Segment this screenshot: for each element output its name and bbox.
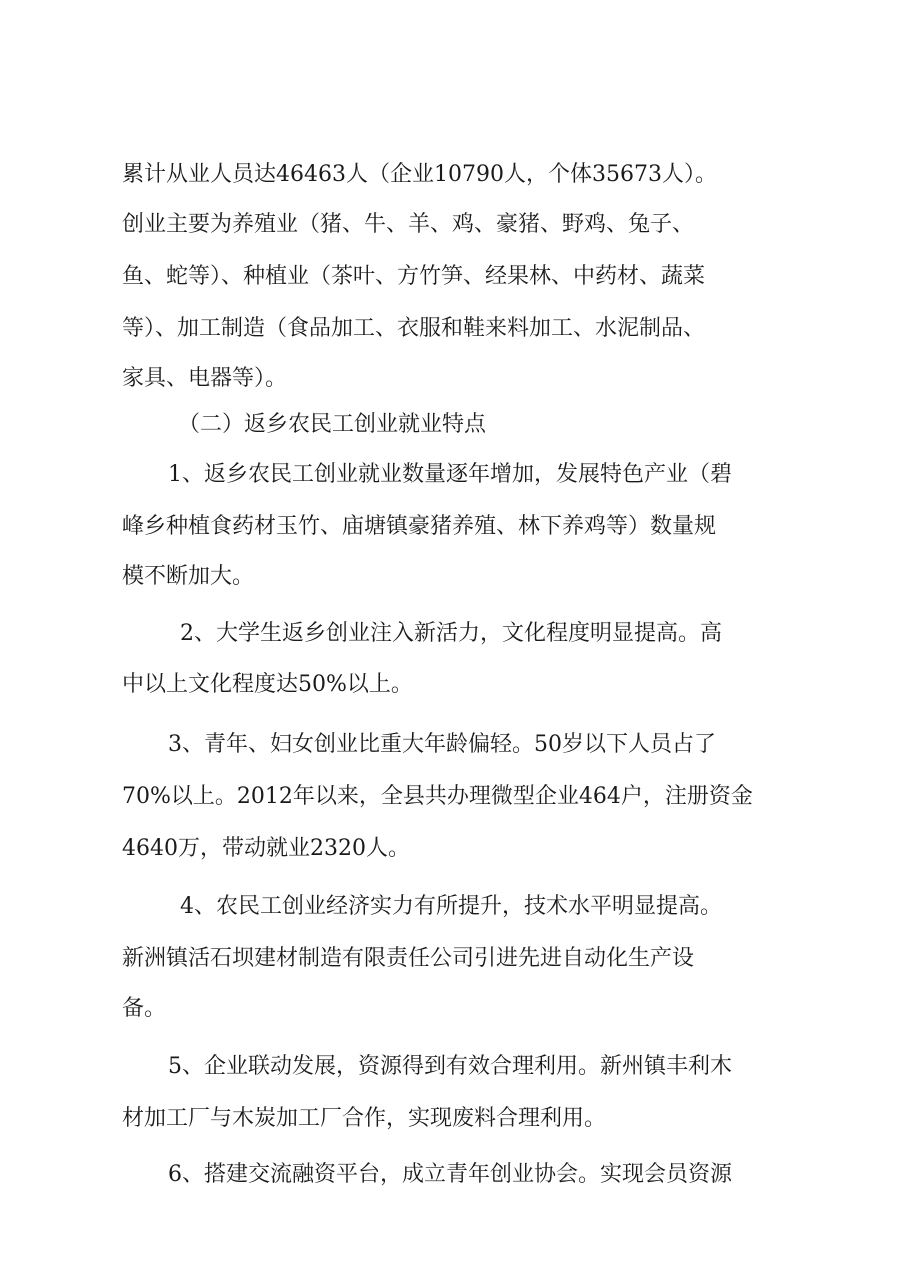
body-line-3: 鱼、蛇等）、种植业（茶叶、方竹笋、经果林、中药材、蔬菜 bbox=[122, 264, 706, 289]
item-3-line-1: 3、青年、妇女创业比重大年龄偏轻。50岁以下人员占了 bbox=[168, 732, 716, 757]
item-3-line-3: 4640万，带动就业2320人。 bbox=[122, 836, 410, 861]
item-1-line-2: 峰乡种植食药材玉竹、庙塘镇豪猪养殖、林下养鸡等）数量规 bbox=[122, 514, 717, 539]
item-2-line-1: 2、大学生返乡创业注入新活力，文化程度明显提高。高 bbox=[180, 621, 722, 646]
item-1-line-1: 1、返乡农民工创业就业数量逐年增加，发展特色产业（碧 bbox=[168, 462, 732, 487]
item-1-line-3: 模不断加大。 bbox=[122, 564, 255, 589]
item-2-line-2: 中以上文化程度达50%以上。 bbox=[122, 672, 413, 697]
item-6-line-1: 6、搭建交流融资平台，成立青年创业协会。实现会员资源 bbox=[168, 1162, 732, 1187]
item-3-line-2: 70%以上。2012年以来，全县共办理微型企业464户，注册资金 bbox=[122, 784, 753, 809]
item-5-line-2: 材加工厂与木炭加工厂合作，实现废料合理利用。 bbox=[122, 1106, 607, 1131]
item-4-line-1: 4、农民工创业经济实力有所提升，技术水平明显提高。 bbox=[180, 894, 722, 919]
item-4-line-2: 新洲镇活石坝建材制造有限责任公司引进先进自动化生产设 bbox=[122, 946, 695, 971]
item-4-line-3: 备。 bbox=[122, 996, 167, 1021]
body-line-2: 创业主要为养殖业（猪、牛、羊、鸡、豪猪、野鸡、兔子、 bbox=[122, 212, 695, 237]
body-line-1: 累计从业人员达46463人（企业10790人，个体35673人）。 bbox=[122, 162, 717, 187]
body-line-5: 家具、电器等）。 bbox=[122, 366, 288, 391]
item-5-line-1: 5、企业联动发展，资源得到有效合理利用。新州镇丰利木 bbox=[168, 1054, 732, 1079]
body-line-4: 等）、加工制造（食品加工、衣服和鞋来料加工、水泥制品、 bbox=[122, 316, 706, 341]
section-heading: （二）返乡农民工创业就业特点 bbox=[178, 412, 487, 437]
